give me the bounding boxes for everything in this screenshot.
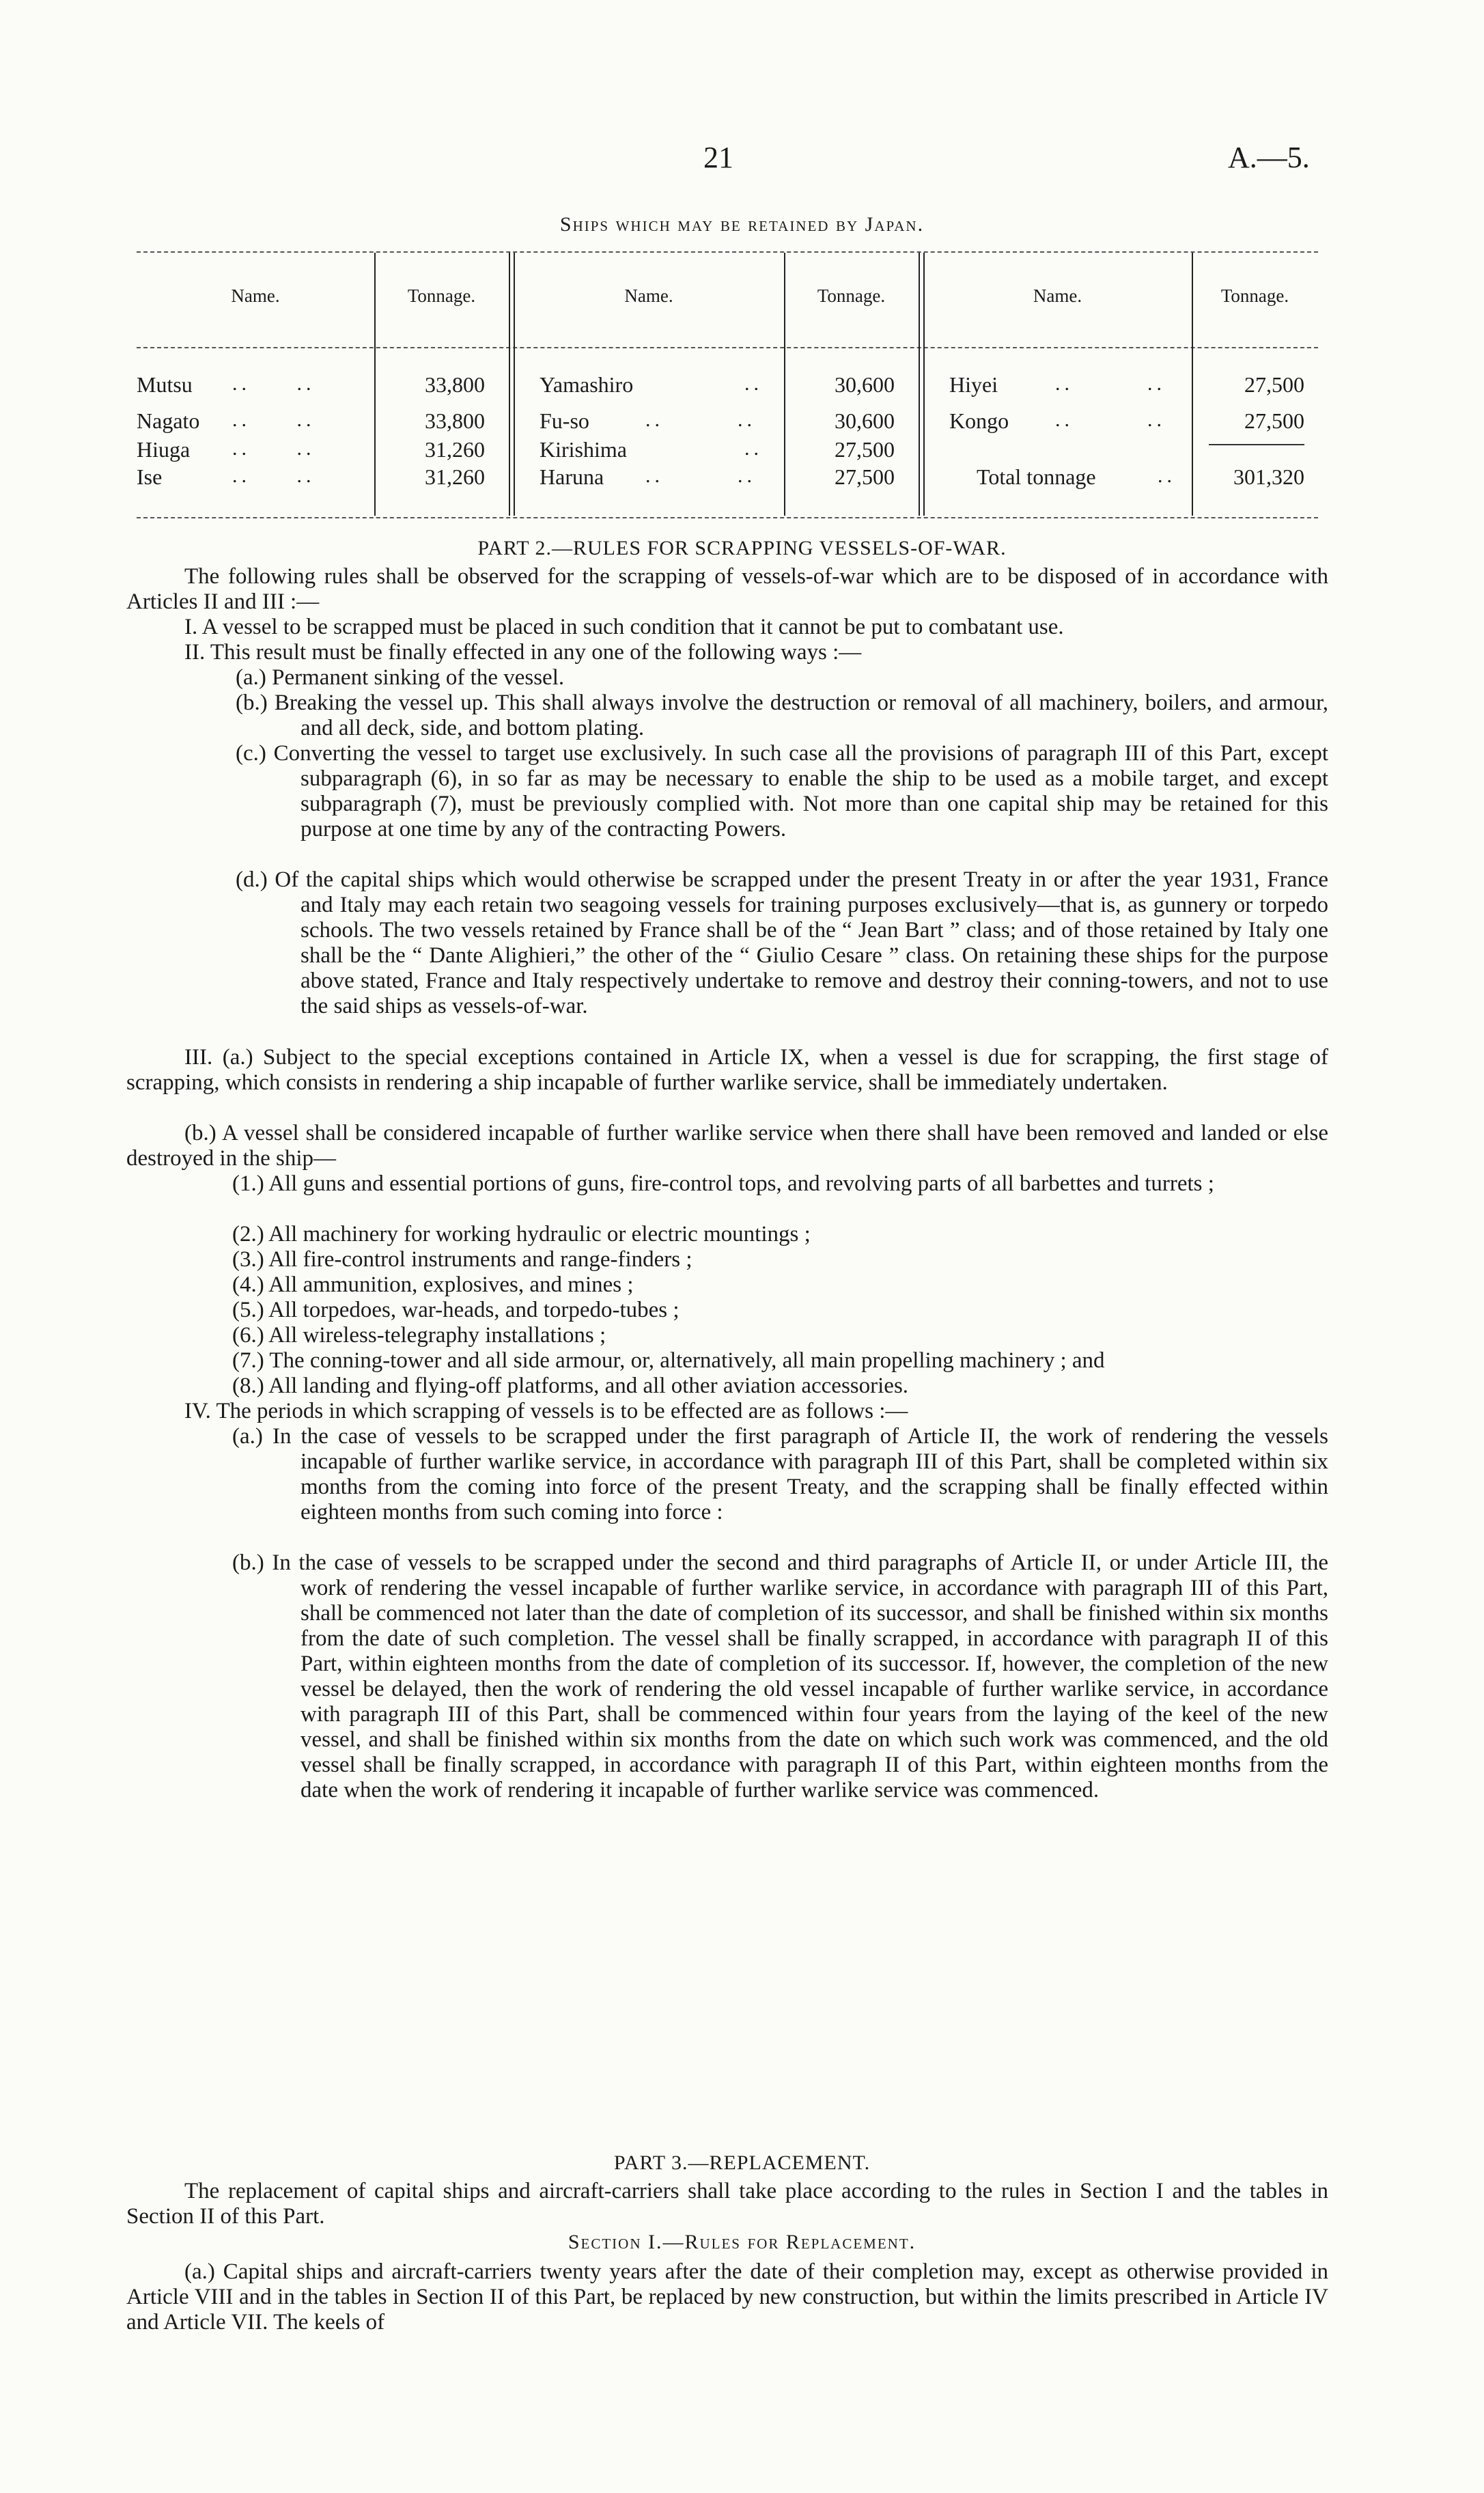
header-name-3: Name. bbox=[1033, 285, 1082, 306]
table-cell-name: Hiyei bbox=[949, 372, 998, 397]
table-cell-name: Kongo bbox=[949, 408, 1009, 433]
table-cell-tonnage: 31,260 bbox=[425, 464, 485, 489]
rule-iii-item-1: (1.) All guns and essential portions of guns, fire-control tops, and revolving parts of all barbettes and turrets ; bbox=[232, 1171, 1214, 1196]
document-reference: A.—5. bbox=[1228, 141, 1310, 174]
header-tonnage-2: Tonnage. bbox=[817, 285, 886, 306]
table-cell-name: Hiuga bbox=[137, 437, 191, 462]
table-cell-name: Yamashiro bbox=[540, 372, 634, 397]
total-tonnage-label: Total tonnage bbox=[977, 464, 1096, 489]
rule-ii-d: (d.) Of the capital ships which would otherwise be scrapped under the present Treaty in or after the year 1931, France and Italy may each retain two seagoing vessels for training purposes exclusively—that is, as gunnery or torpedo schools. The two vessels retained by France shall be of the “ Jean Bart ” class; and of those retained by Italy one shall be the “ Dante Alighieri,” the other of the “ Giulio Cesare ” class. On retaining these ships for the purpose above stated, France and Italy respectively undertake to remove and destroy their conning-towers, and not to use the said ships as vessels-of-war. bbox=[236, 867, 1328, 1018]
header-name-2: Name. bbox=[624, 285, 673, 306]
total-tonnage-value: 301,320 bbox=[1233, 464, 1304, 489]
table-cell-tonnage: 30,600 bbox=[835, 408, 895, 433]
page-number: 21 bbox=[703, 141, 733, 174]
table-cell-tonnage: 27,500 bbox=[835, 464, 895, 489]
rule-iii-item-8: (8.) All landing and flying-off platforms, and all other aviation accessories. bbox=[232, 1374, 909, 1398]
part3-heading: PART 3.—REPLACEMENT. bbox=[613, 2151, 871, 2174]
rule-ii-c: (c.) Converting the vessel to target use exclusively. In such case all the provisions of paragraph III of this Part, except subparagraph (6), in so far as may be necessary to enable the ship to be used as a mobile target, and except subparagraph (7), must be previously complied with. Not more than one capital ship may be retained for this purpose at one time by any of the contracting Powers. bbox=[236, 741, 1328, 841]
part3-intro: The replacement of capital ships and aircraft-carriers shall take place according to the rules in Section I and the tables in Section II of this Part. bbox=[126, 2179, 1328, 2229]
rule-ii-b: (b.) Breaking the vessel up. This shall always involve the destruction or removal of all machinery, boilers, and armour, and all deck, side, and bottom plating. bbox=[236, 691, 1328, 740]
table-cell-tonnage: 27,500 bbox=[835, 437, 895, 462]
rule-iv-b: (b.) In the case of vessels to be scrapped under the second and third paragraphs of Article II, or under Article III, the work of rendering the vessel incapable of further warlike service, in accordance with paragraph III of this Part, shall be commenced not later than the date of completion of its successor, and shall be finished within six months from the date of such completion. The vessel shall be finally scrapped, in accordance with paragraph II of this Part, within eighteen months from the date of completion of its successor. If, however, the completion of the new vessel be delayed, then the work of rendering the old vessel incapable of further warlike service, in accordance with paragraph III of this Part, shall be commenced within four years from the laying of the keel of the new vessel, and shall be finished within six months from the date on which such work was commenced, and the old vessel shall be finally scrapped, in accordance with paragraph II of this Part, within eighteen months from the date when the work of rendering it incapable of further warlike service was commenced. bbox=[232, 1550, 1328, 1802]
rule-i: I. A vessel to be scrapped must be placed in such condition that it cannot be put to combatant use. bbox=[184, 615, 1064, 639]
table-title: Ships which may be retained by Japan. bbox=[559, 213, 925, 236]
part2-heading: PART 2.—RULES FOR SCRAPPING VESSELS-OF-WAR. bbox=[477, 537, 1007, 559]
table-cell-tonnage: 27,500 bbox=[1244, 408, 1304, 433]
section-i-heading: Section I.—Rules for Replacement. bbox=[568, 2231, 916, 2253]
part3-rule-a: (a.) Capital ships and aircraft-carriers twenty years after the date of their completion may, except as otherwise provided in Article VIII and in the tables in Section II of this Part, be replaced by new construction, but within the limits prescribed in Article IV and Article VII. The keels of bbox=[126, 2259, 1328, 2335]
header-tonnage-3: Tonnage. bbox=[1220, 285, 1289, 306]
table-cell-name: Kirishima bbox=[540, 437, 627, 462]
table-cell-tonnage: 27,500 bbox=[1244, 372, 1304, 397]
rule-iii-b: (b.) A vessel shall be considered incapable of further warlike service when there shall have been removed and landed or else destroyed in the ship— bbox=[126, 1121, 1328, 1171]
rule-iii-item-5: (5.) All torpedoes, war-heads, and torpedo-tubes ; bbox=[232, 1298, 680, 1322]
rule-ii: II. This result must be finally effected in any one of the following ways :— bbox=[184, 640, 862, 665]
table-cell-name: Fu-so bbox=[540, 408, 589, 433]
rule-ii-a: (a.) Permanent sinking of the vessel. bbox=[236, 665, 565, 690]
rule-iii-item-7: (7.) The conning-tower and all side armour, or, alternatively, all main propelling machinery ; and bbox=[232, 1348, 1105, 1373]
rule-iii-item-4: (4.) All ammunition, explosives, and mines ; bbox=[232, 1272, 634, 1297]
rule-iv-a: (a.) In the case of vessels to be scrapped under the first paragraph of Article II, the work of rendering the vessels incapable of further warlike service, in accordance with paragraph III of this Part, shall be completed within six months from the coming into force of the present Treaty, and the scrapping shall be finally effected within eighteen months from such coming into force : bbox=[232, 1424, 1328, 1524]
table-cell-tonnage: 33,800 bbox=[425, 408, 485, 433]
part2-intro: The following rules shall be observed for the scrapping of vessels-of-war which are to be disposed of in accordance with Articles II and III :— bbox=[126, 564, 1328, 614]
rule-iii-item-2: (2.) All machinery for working hydraulic or electric mountings ; bbox=[232, 1222, 811, 1246]
table-cell-tonnage: 33,800 bbox=[425, 372, 485, 397]
table-cell-name: Haruna bbox=[540, 464, 604, 489]
rule-iii-item-3: (3.) All fire-control instruments and range-finders ; bbox=[232, 1247, 692, 1272]
rule-iv: IV. The periods in which scrapping of vessels is to be effected are as follows :— bbox=[184, 1399, 908, 1423]
table-cell-name: Nagato bbox=[137, 408, 200, 433]
table-cell-name: Mutsu bbox=[137, 372, 193, 397]
header-tonnage-1: Tonnage. bbox=[407, 285, 476, 306]
header-name-1: Name. bbox=[231, 285, 280, 306]
table-cell-tonnage: 31,260 bbox=[425, 437, 485, 462]
rule-iii-a: III. (a.) Subject to the special exceptions contained in Article IX, when a vessel is due for scrapping, the first stage of scrapping, which consists in rendering a ship incapable of further warlike service, shall be immediately undertaken. bbox=[126, 1045, 1328, 1095]
table-cell-name: Ise bbox=[137, 464, 163, 489]
rule-iii-item-6: (6.) All wireless-telegraphy installations ; bbox=[232, 1323, 606, 1348]
table-cell-tonnage: 30,600 bbox=[835, 372, 895, 397]
